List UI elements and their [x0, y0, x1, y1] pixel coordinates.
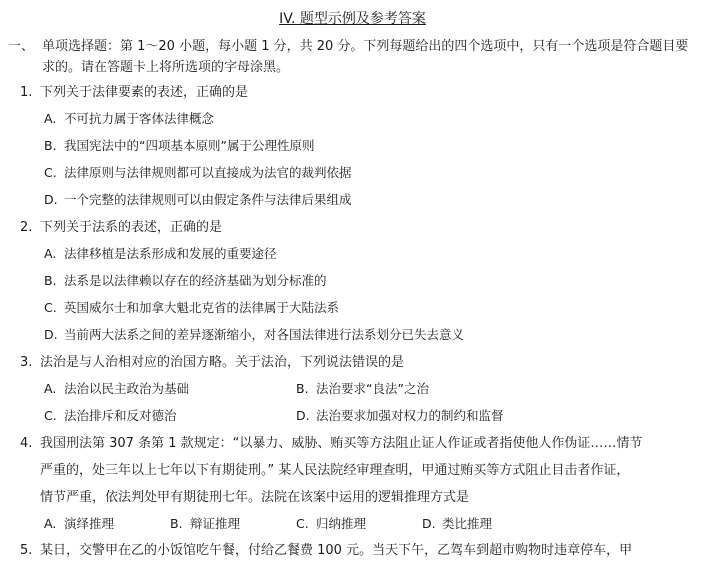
question-4 — [20, 434, 695, 454]
question-number: 1. — [20, 85, 33, 100]
option-4a: A. 演绎推理 — [44, 516, 115, 531]
question-stem-line-3: 情节严重，依法判处甲有期徒刑七年。法院在该案中运用的逻辑推理方式是 — [40, 490, 470, 505]
question-stem-line-1: 我国刑法第 307 条第 1 款规定：“以暴力、威胁、贿买等方法阻止证人作证或者指使他人作伪证……情节 — [40, 436, 643, 451]
option-1c: C. 法律原则与法律规则都可以直接成为法官的裁判依据 — [44, 165, 352, 180]
option-4d: D. 类比推理 — [422, 516, 493, 531]
page-title: IV. 题型示例及参考答案 — [279, 11, 426, 27]
option-3b: B. 法治要求“良法”之治 — [296, 381, 429, 396]
question-number: 4. — [20, 436, 33, 451]
section-instructions — [8, 36, 698, 78]
question-stem: 下列关于法系的表述，正确的是 — [40, 220, 223, 235]
option-3d: D. 法治要求加强对权力的制约和监督 — [296, 408, 504, 423]
question-1 — [20, 83, 695, 103]
option-3c: C. 法治排斥和反对德治 — [44, 408, 177, 423]
question-5 — [20, 541, 695, 561]
option-2b: B. 法系是以法律赖以存在的经济基础为划分标准的 — [44, 273, 327, 288]
question-stem: 法治是与人治相对应的治国方略。关于法治，下列说法错误的是 — [40, 355, 405, 370]
option-4b: B. 辩证推理 — [170, 516, 241, 531]
option-1a: A. 不可抗力属于客体法律概念 — [44, 111, 215, 126]
section-number: 一、 — [8, 39, 35, 54]
question-stem: 下列关于法律要素的表述，正确的是 — [40, 85, 249, 100]
option-2c: C. 英国威尔士和加拿大魁北克省的法律属于大陆法系 — [44, 300, 340, 315]
option-4c: C. 归纳推理 — [296, 516, 367, 531]
option-2a: A. 法律移植是法系形成和发展的重要途径 — [44, 246, 277, 261]
question-number: 2. — [20, 220, 33, 235]
option-3a: A. 法治以民主政治为基础 — [44, 381, 190, 396]
section-text: 单项选择题：第 1～20 小题，每小题 1 分，共 20 分。下列每题给出的四个选项中，只有一个选项是符合题目要求的。请在答题卡上将所选项的字母涂黑。 — [42, 39, 689, 75]
question-number: 5. — [20, 543, 33, 558]
question-stem: 某日，交警甲在乙的小饭馆吃午餐，付给乙餐费 100 元。当天下午，乙驾车到超市购物时违章停车，甲 — [40, 543, 633, 558]
question-3 — [20, 353, 695, 373]
option-1b: B. 我国宪法中的“四项基本原则”属于公理性原则 — [44, 138, 315, 153]
question-2 — [20, 218, 695, 238]
option-1d: D. 一个完整的法律规则可以由假定条件与法律后果组成 — [44, 192, 352, 207]
question-number: 3. — [20, 355, 33, 370]
question-stem-line-2: 严重的，处三年以上七年以下有期徒刑。” 某人民法院经审理查明，甲通过贿买等方式阻止目击者作证， — [40, 463, 630, 478]
option-2d: D. 当前两大法系之间的差异逐渐缩小，对各国法律进行法系划分已失去意义 — [44, 327, 465, 342]
